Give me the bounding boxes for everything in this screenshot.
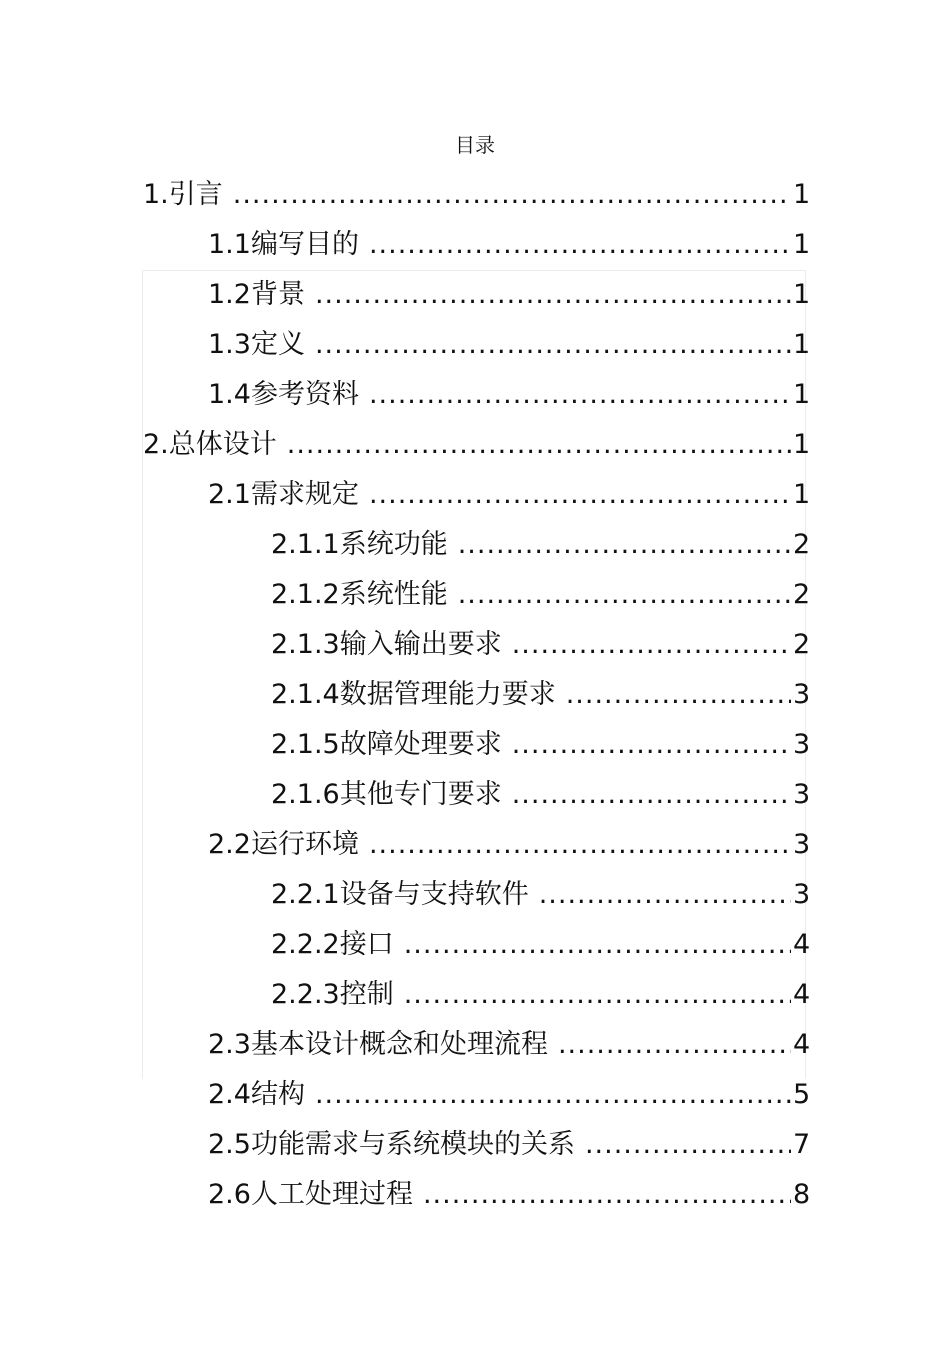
toc-leader-dots [539, 870, 791, 920]
toc-entry-number: 2.2 [208, 829, 251, 860]
toc-entry-label: 总体设计 [168, 429, 277, 460]
toc-entry-label: 背景 [250, 279, 305, 310]
toc-entry-page: 1 [793, 179, 811, 210]
toc-entry-page: 4 [793, 1029, 811, 1060]
toc-entry-label: 接口 [339, 929, 394, 960]
toc-entry-number: 2.6 [208, 1179, 251, 1210]
toc-entry-page: 2 [793, 629, 811, 660]
toc-leader-dots [423, 1170, 791, 1220]
toc-entry[interactable] [271, 920, 811, 970]
toc-entry-label: 系统性能 [339, 579, 448, 610]
toc-entry[interactable] [208, 220, 811, 270]
toc-entry-label: 引言 [168, 179, 223, 210]
toc-entry-number: 2.2.2 [271, 929, 340, 960]
toc-entry-label: 功能需求与系统模块的关系 [250, 1129, 575, 1160]
toc-entry-label: 运行环境 [250, 829, 359, 860]
toc-leader-dots [315, 270, 791, 320]
toc-entry[interactable] [271, 520, 811, 570]
toc-leader-dots [287, 420, 791, 470]
toc-entry[interactable] [271, 570, 811, 620]
toc-leader-dots [458, 520, 791, 570]
toc-entry-number: 2.1.6 [271, 779, 340, 810]
toc-entry-label: 故障处理要求 [339, 729, 502, 760]
toc-leader-dots [512, 620, 791, 670]
toc-leader-dots [369, 820, 791, 870]
toc-entry[interactable] [271, 670, 811, 720]
toc-entry-page: 8 [793, 1179, 811, 1210]
toc-leader-dots [315, 320, 791, 370]
toc-entry-page: 4 [793, 979, 811, 1010]
toc-leader-dots [369, 470, 791, 520]
toc-entry[interactable] [208, 470, 811, 520]
toc-entry-number: 1.4 [208, 379, 251, 410]
toc-entry-number: 2.3 [208, 1029, 251, 1060]
toc-entry-number: 2.1.3 [271, 629, 340, 660]
toc-entry-label: 系统功能 [339, 529, 448, 560]
toc-entry-page: 1 [793, 429, 811, 460]
toc-entry[interactable] [208, 1070, 811, 1120]
toc-entry[interactable] [143, 420, 811, 470]
toc-entry-page: 3 [793, 729, 811, 760]
toc-entry-number: 2.2.1 [271, 879, 340, 910]
toc-entry-page: 2 [793, 529, 811, 560]
toc-entry-page: 3 [793, 879, 811, 910]
toc-entry-number: 2.1 [208, 479, 251, 510]
toc-entry-page: 1 [793, 379, 811, 410]
toc-leader-dots [404, 920, 791, 970]
toc-entry-page: 1 [793, 229, 811, 260]
toc-entry-page: 3 [793, 779, 811, 810]
toc-leader-dots [512, 720, 791, 770]
toc-entry-number: 2.1.4 [271, 679, 340, 710]
toc-entry[interactable] [271, 720, 811, 770]
toc-title: 目录 [455, 133, 495, 157]
toc-entry[interactable] [271, 870, 811, 920]
toc-entry[interactable] [271, 770, 811, 820]
toc-entry[interactable] [271, 970, 811, 1020]
toc-entry-label: 数据管理能力要求 [339, 679, 556, 710]
toc-entry-label: 编写目的 [250, 229, 359, 260]
toc-entry[interactable] [208, 370, 811, 420]
toc-entry-number: 2.2.3 [271, 979, 340, 1010]
toc-entry-label: 基本设计概念和处理流程 [250, 1029, 548, 1060]
toc-leader-dots [369, 220, 791, 270]
toc-entry[interactable] [208, 1020, 811, 1070]
toc-leader-dots [369, 370, 791, 420]
toc-leader-dots [458, 570, 791, 620]
toc-entry-label: 参考资料 [250, 379, 359, 410]
toc-entry-page: 1 [793, 329, 811, 360]
toc-entry-label: 其他专门要求 [339, 779, 502, 810]
toc-entry-number: 2.5 [208, 1129, 251, 1160]
toc-entry-page: 1 [793, 279, 811, 310]
toc-entry[interactable] [208, 820, 811, 870]
toc-entry-number: 1.2 [208, 279, 251, 310]
toc-entry-page: 7 [793, 1129, 811, 1160]
toc-entry-number: 1.1 [208, 229, 251, 260]
toc-entry[interactable] [271, 620, 811, 670]
toc-entry-page: 3 [793, 679, 811, 710]
toc-entry-number: 2.1.2 [271, 579, 340, 610]
toc-entry-page: 3 [793, 829, 811, 860]
toc-entry-label: 需求规定 [250, 479, 359, 510]
toc-entry-number: 1.3 [208, 329, 251, 360]
toc-leader-dots [233, 170, 791, 220]
toc-entry[interactable] [208, 1170, 811, 1220]
toc-entry-page: 4 [793, 929, 811, 960]
toc-entry-page: 5 [793, 1079, 811, 1110]
toc-entry-label: 结构 [250, 1079, 305, 1110]
toc-entry[interactable] [143, 170, 811, 220]
toc-leader-dots [512, 770, 791, 820]
toc-entry-label: 控制 [339, 979, 394, 1010]
toc-entry-label: 设备与支持软件 [339, 879, 529, 910]
toc-leader-dots [404, 970, 791, 1020]
toc-entry-number: 2.1.1 [271, 529, 340, 560]
toc-entry[interactable] [208, 1120, 811, 1170]
toc-leader-dots [558, 1020, 791, 1070]
toc-entry-label: 输入输出要求 [339, 629, 502, 660]
toc-entry-number: 2.1.5 [271, 729, 340, 760]
toc-entry-number: 2.4 [208, 1079, 251, 1110]
toc-entry-page: 1 [793, 479, 811, 510]
toc-entry-number: 2. [143, 429, 169, 460]
toc-leader-dots [585, 1120, 791, 1170]
toc-leader-dots [315, 1070, 791, 1120]
toc-entry[interactable] [208, 320, 811, 370]
toc-entry-label: 人工处理过程 [250, 1179, 413, 1210]
toc-entry-label: 定义 [250, 329, 305, 360]
toc-entry[interactable] [208, 270, 811, 320]
toc-entry-number: 1. [143, 179, 169, 210]
toc-entry-page: 2 [793, 579, 811, 610]
toc-leader-dots [566, 670, 791, 720]
